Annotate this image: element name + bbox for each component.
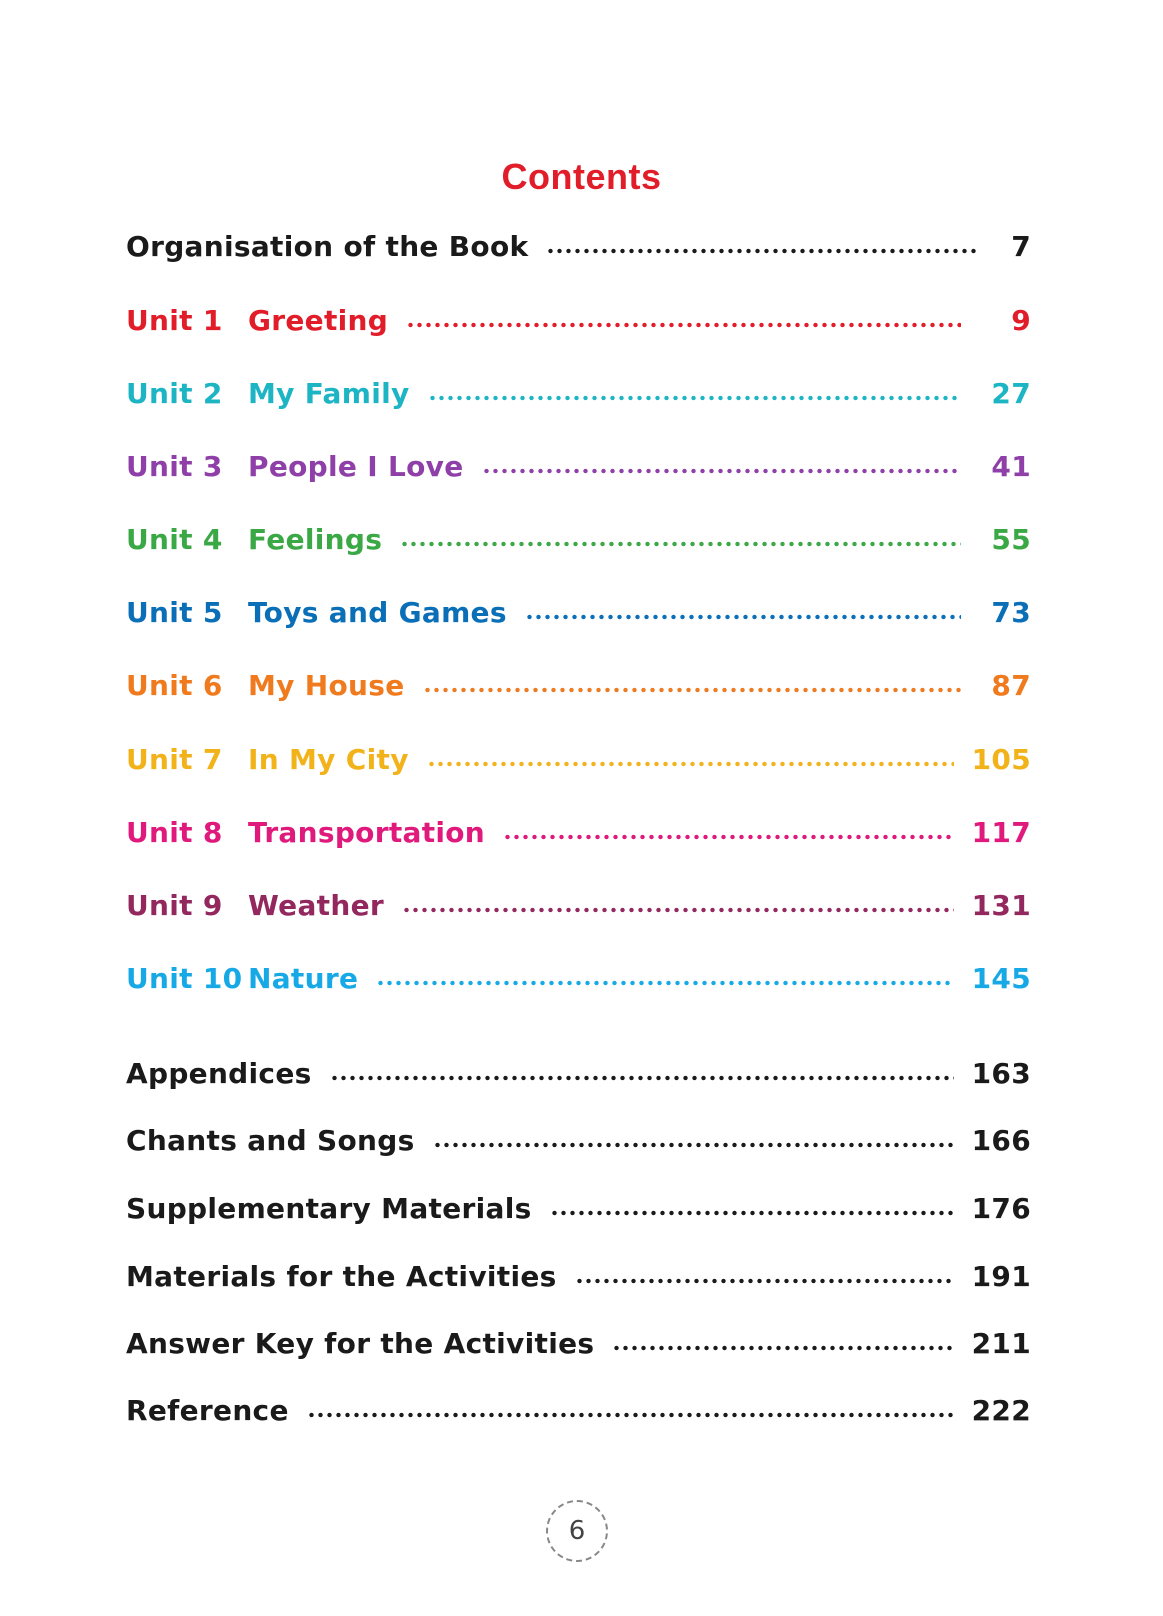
unit-page: 87 — [991, 668, 1031, 702]
toc-unit-5[interactable] — [126, 592, 1031, 632]
toc-unit-6[interactable] — [126, 665, 1031, 705]
unit-number: Unit 6 — [126, 668, 223, 702]
toc-entry-answer-key[interactable] — [126, 1323, 1031, 1363]
unit-title: Weather — [248, 888, 384, 922]
toc-entry-appendices[interactable] — [126, 1053, 1031, 1093]
dot-leader — [503, 834, 954, 840]
toc-unit-10[interactable] — [126, 958, 1031, 998]
toc-entry-chants-and-songs[interactable] — [126, 1120, 1031, 1160]
unit-title: In My City — [248, 742, 409, 776]
toc-entry-page: 211 — [971, 1326, 1031, 1360]
unit-number: Unit 1 — [126, 303, 223, 337]
toc-entry-page: 191 — [971, 1259, 1031, 1293]
dot-leader — [402, 907, 954, 913]
unit-page: 73 — [991, 595, 1031, 629]
unit-page: 9 — [1011, 303, 1031, 337]
unit-number: Unit 8 — [126, 815, 223, 849]
toc-unit-9[interactable] — [126, 885, 1031, 925]
unit-number: Unit 5 — [126, 595, 223, 629]
dot-leader — [400, 541, 961, 547]
unit-page: 105 — [971, 742, 1031, 776]
toc-unit-8[interactable] — [126, 812, 1031, 852]
unit-title: My Family — [248, 376, 410, 410]
unit-page: 145 — [971, 961, 1031, 995]
unit-title: Toys and Games — [248, 595, 507, 629]
toc-entry-title: Materials for the Activities — [126, 1259, 557, 1293]
unit-title: People I Love — [248, 449, 464, 483]
unit-page: 55 — [991, 522, 1031, 556]
toc-entry-title: Supplementary Materials — [126, 1191, 532, 1225]
unit-page: 131 — [971, 888, 1031, 922]
toc-entry-reference[interactable] — [126, 1390, 1031, 1430]
unit-number: Unit 7 — [126, 742, 223, 776]
dot-leader — [525, 614, 961, 620]
dot-leader — [330, 1075, 954, 1081]
dot-leader — [307, 1412, 954, 1418]
page-title: Contents — [501, 156, 662, 197]
toc-entry-page: 163 — [971, 1056, 1031, 1090]
toc-entry-title: Chants and Songs — [126, 1123, 415, 1157]
toc-entry-title: Organisation of the Book — [126, 229, 529, 263]
toc-entry-title: Answer Key for the Activities — [126, 1326, 595, 1360]
toc-unit-4[interactable] — [126, 519, 1031, 559]
page-number: 6 — [546, 1500, 608, 1562]
unit-number: Unit 9 — [126, 888, 223, 922]
unit-number: Unit 2 — [126, 376, 223, 410]
dot-leader — [428, 395, 961, 401]
unit-number: Unit 10 — [126, 961, 243, 995]
dot-leader — [427, 761, 954, 767]
dot-leader — [612, 1345, 953, 1351]
toc-entry-page: 176 — [971, 1191, 1031, 1225]
dot-leader — [433, 1142, 954, 1148]
dot-leader — [546, 248, 977, 254]
unit-page: 27 — [991, 376, 1031, 410]
toc-entry-organisation[interactable] — [126, 226, 1031, 266]
toc-unit-7[interactable] — [126, 739, 1031, 779]
toc-entry-materials-for-activities[interactable] — [126, 1256, 1031, 1296]
unit-title: Feelings — [248, 522, 383, 556]
dot-leader — [423, 687, 961, 693]
dot-leader — [406, 322, 961, 328]
unit-page: 41 — [991, 449, 1031, 483]
unit-title: Nature — [248, 961, 359, 995]
dot-leader — [575, 1278, 954, 1284]
unit-number: Unit 4 — [126, 522, 223, 556]
unit-title: My House — [248, 668, 405, 702]
unit-title: Transportation — [248, 815, 486, 849]
unit-number: Unit 3 — [126, 449, 223, 483]
toc-unit-3[interactable] — [126, 446, 1031, 486]
unit-title: Greeting — [248, 303, 389, 337]
dot-leader — [376, 980, 953, 986]
toc-entry-page: 7 — [1011, 229, 1031, 263]
toc-unit-1[interactable] — [126, 300, 1031, 340]
unit-page: 117 — [971, 815, 1031, 849]
toc-unit-2[interactable] — [126, 373, 1031, 413]
dot-leader — [482, 468, 961, 474]
toc-entry-page: 222 — [971, 1393, 1031, 1427]
toc-entry-title: Reference — [126, 1393, 289, 1427]
toc-entry-supplementary-materials[interactable] — [126, 1188, 1031, 1228]
toc-entry-page: 166 — [971, 1123, 1031, 1157]
toc-entry-title: Appendices — [126, 1056, 312, 1090]
dot-leader — [550, 1210, 954, 1216]
